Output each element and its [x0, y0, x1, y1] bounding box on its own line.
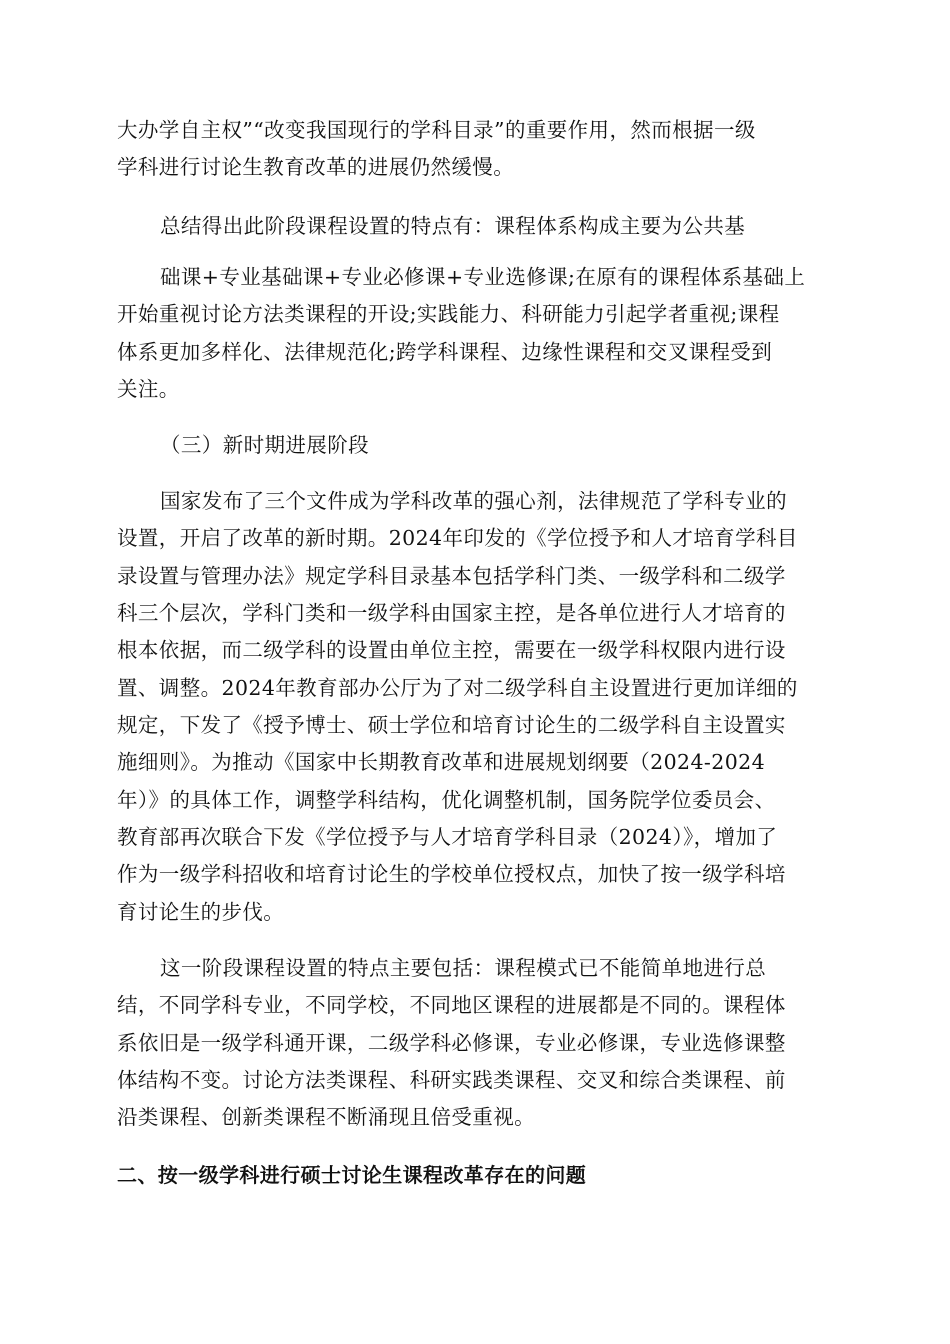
- text-line: 结，不同学科专业，不同学校，不同地区课程的进展都是不同的。课程体: [117, 993, 786, 1017]
- text-line: 沿类课程、创新类课程不断涌现且倍受重视。: [117, 1105, 535, 1129]
- text-line: 施细则》。为推动《国家中长期教育改革和进展规划纲要（2024-2024: [117, 750, 766, 774]
- section-heading: 二、按一级学科进行硕士讨论生课程改革存在的问题: [117, 1163, 587, 1187]
- paragraph-first-line: 这一阶段课程设置的特点主要包括：课程模式已不能简单地进行总: [160, 956, 767, 980]
- text-line: 作为一级学科招收和培育讨论生的学校单位授权点，加快了按一级学科培: [117, 862, 786, 886]
- text-line: 录设置与管理办法》规定学科目录基本包括学科门类、一级学科和二级学: [117, 564, 786, 588]
- text-line: 开始重视讨论方法类课程的开设;实践能力、科研能力引起学者重视;课程: [117, 302, 780, 326]
- text-line: 置、调整。2024年教育部办公厅为了对二级学科自主设置进行更加详细的: [117, 676, 798, 700]
- text-line: 础课+专业基础课+专业必修课+专业选修课;在原有的课程体系基础上: [160, 265, 806, 289]
- text-line: 体系更加多样化、法律规范化;跨学科课程、边缘性课程和交叉课程受到: [117, 340, 773, 364]
- text-line: 规定，下发了《授予博士、硕士学位和培育讨论生的二级学科自主设置实: [117, 713, 786, 737]
- text-line: 年）》的具体工作，调整学科结构，优化调整机制，国务院学位委员会、: [117, 788, 776, 812]
- text-line: 根本依据，而二级学科的设置由单位主控，需要在一级学科权限内进行设: [117, 638, 786, 662]
- paragraph-first-line: 总结得出此阶段课程设置的特点有：课程体系构成主要为公共基: [160, 214, 746, 238]
- text-line: 科三个层次，学科门类和一级学科由国家主控，是各单位进行人才培育的: [117, 601, 786, 625]
- text-line: 教育部再次联合下发《学位授予与人才培育学科目录（2024）》，增加了: [117, 825, 778, 849]
- text-line: 体结构不变。讨论方法类课程、科研实践类课程、交叉和综合类课程、前: [117, 1068, 786, 1092]
- text-line: 设置，开启了改革的新时期。2024年印发的《学位授予和人才培育学科目: [117, 526, 798, 550]
- text-line: 育讨论生的步伐。: [117, 900, 285, 924]
- text-line: 大办学自主权”“改变我国现行的学科目录”的重要作用，然而根据一级: [117, 118, 756, 142]
- text-line: 关注。: [117, 377, 180, 401]
- paragraph-first-line: 国家发布了三个文件成为学科改革的强心剂，法律规范了学科专业的: [160, 489, 787, 513]
- text-line: 学科进行讨论生教育改革的进展仍然缓慢。: [117, 155, 515, 179]
- text-line: 系依旧是一级学科通开课，二级学科必修课，专业必修课，专业选修课整: [117, 1031, 786, 1055]
- section-subheading: （三）新时期进展阶段: [160, 433, 369, 457]
